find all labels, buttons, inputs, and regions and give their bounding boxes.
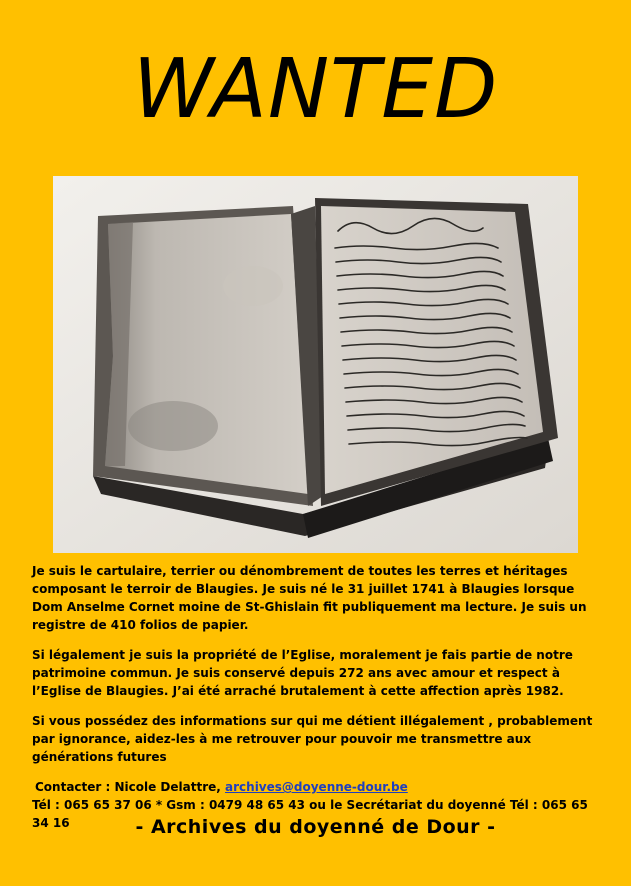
email-link[interactable]: archives@doyenne-dour.be [225,780,408,794]
body-text [32,562,602,832]
contact-prefix: Contacter : Nicole Delattre, [35,780,226,794]
phone-line: Tél : 065 65 37 06 * Gsm : 0479 48 65 43 ou le Secrétariat du doyenné Tél : 065 65 34 16 [32,798,588,830]
paragraph-description: Je suis le cartulaire, terrier ou dénombrement de toutes les terres et héritages composant le terroir de Blaugies. Je suis né le 31 juillet 1741 à Blaugies lorsque Dom Anselme Cornet moine de St-Ghislain fit publiquement ma lecture. Je suis un registre de 410 folios de papier. [32,564,587,632]
paragraph-ownership: Si légalement je suis la propriété de l’Eglise, moralement je fais partie de notre patrimoine commun. Je suis conservé depuis 272 ans avec amour et respect à l’Eglise de Blaugies. J’ai été arraché brutalement à cette affection après 1982. [32,648,573,698]
paragraph-appeal: Si vous possédez des informations sur qui me détient illégalement , probablement par ignorance, aidez-les à me retrouver pour pouvoir me transmettre aux générations futures [32,714,593,764]
ledger-photo [53,176,578,553]
footer-signature: - Archives du doyenné de Dour - [135,816,496,838]
poster-title: WANTED [132,42,499,137]
contact-line [32,778,602,796]
